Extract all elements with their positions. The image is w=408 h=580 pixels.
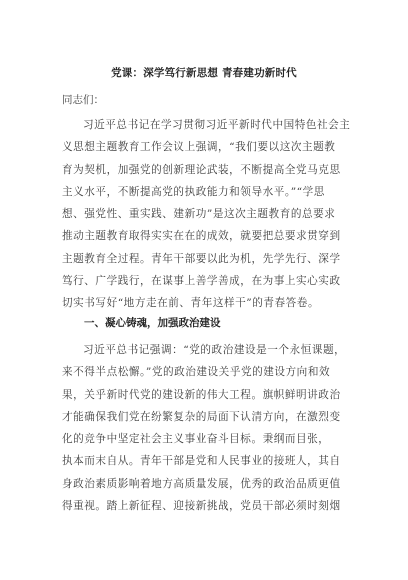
paragraph-line: 义思想主题教育工作会议上强调，“我们要以这次主题教 — [62, 141, 336, 154]
salutation: 同志们： — [62, 94, 104, 106]
paragraph-line: 来不得半点松懈。”党的政治建设关乎党的建设方向和效 — [62, 366, 331, 379]
paragraph-line: 推动主题教育取得实实在在的成效，就要把总要求贯穿到 — [62, 230, 341, 243]
document-title: 党课：深学笃行新思想 青春建功新时代 — [111, 67, 297, 79]
paragraph-line: 习近平总书记在学习贯彻习近平新时代中国特色社会主 — [83, 119, 350, 131]
paragraph-line: 主义水平，不断提高党的执政能力和领导水平。”“学思 — [62, 185, 325, 198]
paragraph-political-building — [62, 339, 350, 517]
paragraph-line: 育为契机，加强党的创新理论武装，不断提高全党马克思 — [62, 163, 341, 176]
paragraph-intro — [62, 114, 350, 315]
paragraph-line: 主题教育全过程。青年干部要以此为机，先学先行、深学 — [62, 252, 341, 265]
paragraph-line: 果，关乎新时代党的建设新的伟大工程。旗帜鲜明讲政治 — [62, 388, 341, 401]
section-heading: 一、凝心铸魂，加强政治建设 — [84, 317, 221, 329]
paragraph-line: 切实书写好“地方走在前、青年这样干”的青春答卷。 — [62, 297, 320, 310]
paragraph-line: 执本而末自从。青年干部是党和人民事业的接班人，其自 — [62, 455, 341, 468]
paragraph-line: 习近平总书记强调：“党的政治建设是一个永恒课题， — [83, 344, 346, 356]
paragraph-line: 笃行、广学践行，在谋事上善学善成，在为事上实心实政 — [62, 275, 341, 288]
paragraph-line: 身政治素质影响着地方高质量发展，优秀的政治品质更值 — [62, 477, 341, 490]
paragraph-line: 化的竞争中坚定社会主义事业奋斗目标。秉纲而目张， — [62, 433, 330, 446]
paragraph-line: 想、强党性、重实践、建新功”是这次主题教育的总要求 — [62, 208, 336, 221]
paragraph-line: 才能确保我们党在纷繁复杂的局面下认清方向，在激烈变 — [62, 410, 341, 423]
paragraph-line: 得重视。踏上新征程、迎接新挑战，党员干部必须时刻烟 — [62, 500, 341, 513]
